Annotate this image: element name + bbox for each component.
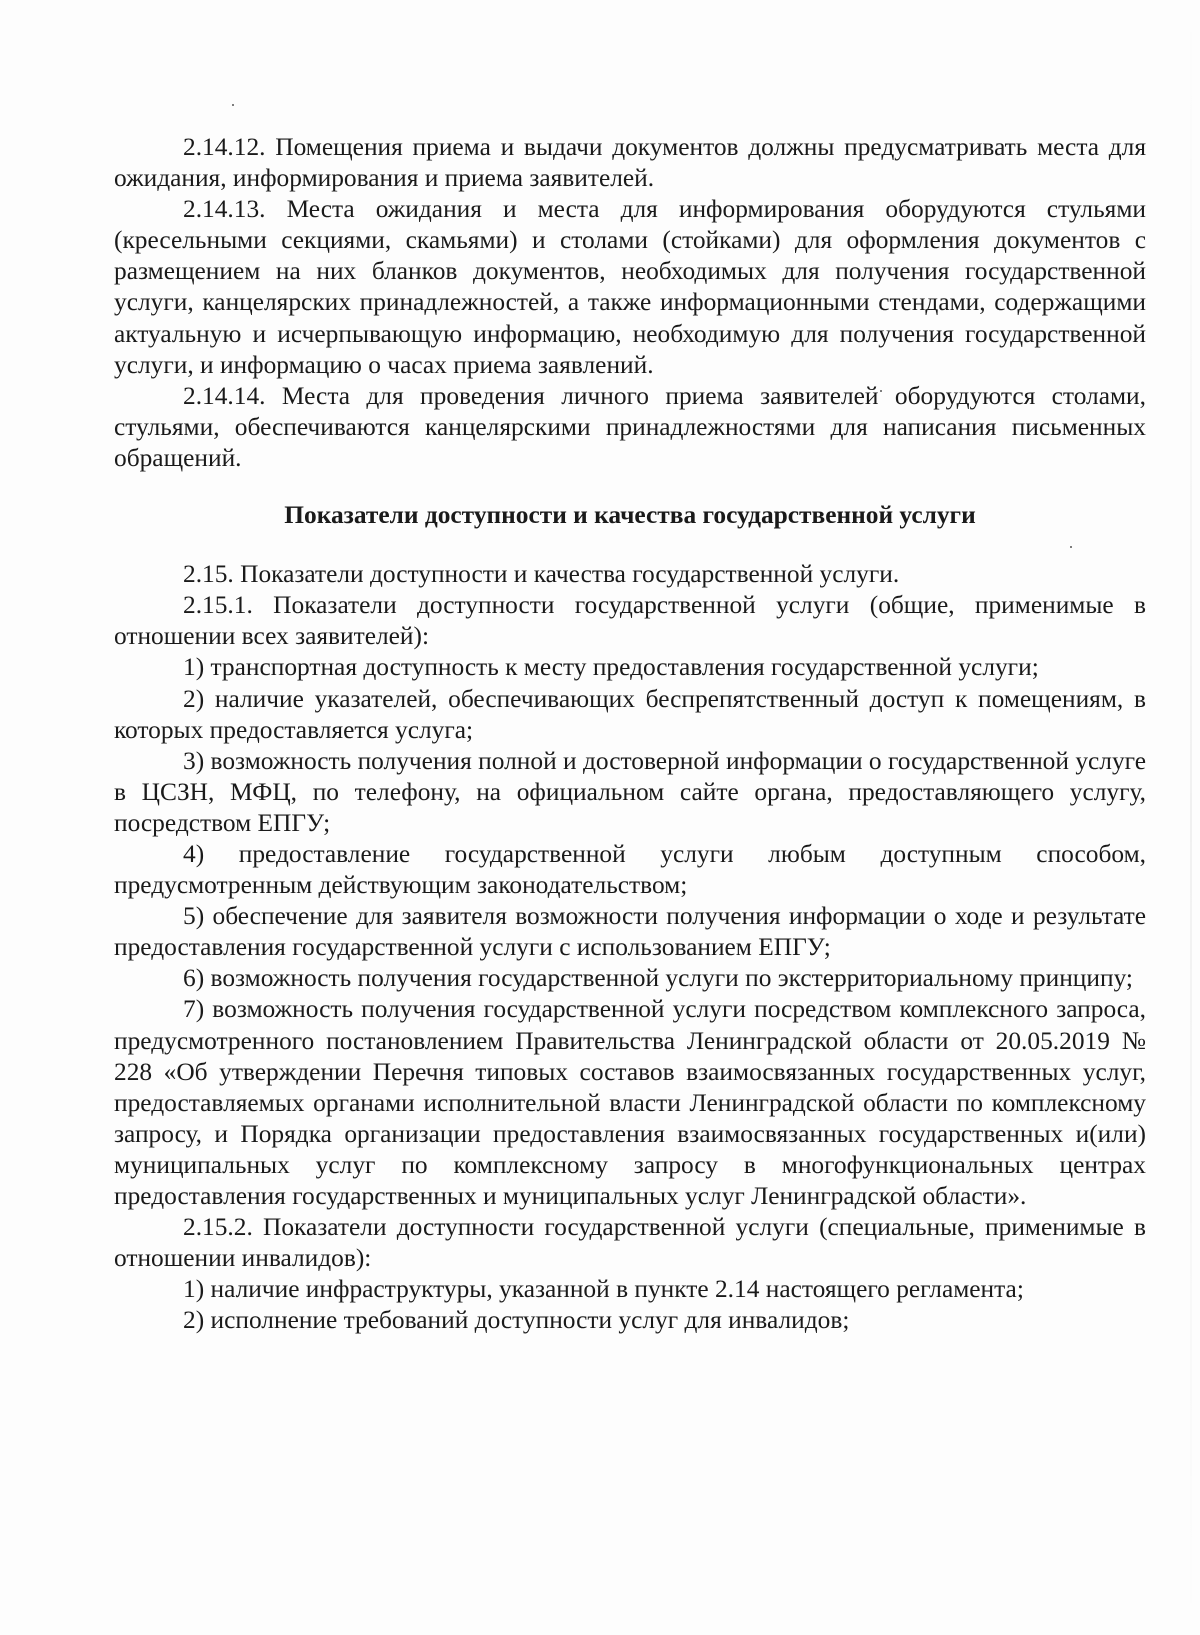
paragraph-2-14-14: 2.14.14. Места для проведения личного приема заявителей оборудуются столами, стульями, обеспечиваются канцелярскими принадлежностями для написания письменных обращений. [114,381,1146,472]
list-item-5: 5) обеспечение для заявителя возможности получения информации о ходе и результате предоставления государственной услуги с использованием ЕПГУ; [114,902,1146,962]
paragraph-2-15-1: 2.15.1. Показатели доступности государственной услуги (общие, применимые в отношении всех заявителей): [114,591,1146,651]
paragraph-2-15: 2.15. Показатели доступности и качества государственной услуги. [183,560,900,589]
paragraph-2-14-12: 2.14.12. Помещения приема и выдачи документов должны предусматривать места для ожидания, информирования и приема заявителей. [114,133,1146,193]
scan-speck [232,104,234,106]
paragraph-2-14-13: 2.14.13. Места ожидания и места для информирования оборудуются стульями (кресельными секциями, скамьями) и столами (стойками) для оформления документов с размещением на них бланков документов, необходимых для получения государственной услуги, канцелярских принадлежностей, а также информационными стендами, содержащими актуальную и исчерпывающую информацию, необходимую для получения государственной услуги, и информацию о часах приема заявлений. [114,195,1146,379]
paragraph-2-15-2: 2.15.2. Показатели доступности государственной услуги (специальные, применимые в отношении инвалидов): [114,1213,1146,1273]
list-item-7: 7) возможность получения государственной услуги посредством комплексного запроса, предусмотренного постановлением Правительства Ленинградской области от 20.05.2019 № 228 «Об утверждении Перечня типовых составов взаимосвязанных государственных услуг, предоставляемых органами исполнительной власти Ленинградской области по комплексному запросу, и Порядка организации предоставления взаимосвязанных государственных и(или) муниципальных услуг по комплексному запросу в многофункциональных центрах предоставления государственных и муниципальных услуг Ленинградской области». [114,995,1146,1210]
list-item-1: 1) транспортная доступность к месту предоставления государственной услуги; [183,653,1039,682]
document-body [114,132,1146,1336]
special-list-item-1: 1) наличие инфраструктуры, указанной в пункте 2.14 настоящего регламента; [183,1275,1024,1304]
section-heading: Показатели доступности и качества государственной услуги [284,501,976,530]
scan-edge-shadow [1190,0,1192,1635]
list-item-6: 6) возможность получения государственной услуги по экстерриториальному принципу; [183,964,1133,993]
special-list-item-2: 2) исполнение требований доступности услуг для инвалидов; [183,1306,850,1335]
list-item-4: 4) предоставление государственной услуги любым доступным способом, предусмотренным действующим законодательством; [114,839,1146,900]
list-item-2: 2) наличие указателей, обеспечивающих беспрепятственный доступ к помещениям, в которых предоставляется услуга; [114,684,1146,744]
list-item-3: 3) возможность получения полной и достоверной информации о государственной услуге в ЦСЗН, МФЦ, по телефону, на официальном сайте органа, предоставляющего услугу, посредством ЕПГУ; [114,746,1146,837]
